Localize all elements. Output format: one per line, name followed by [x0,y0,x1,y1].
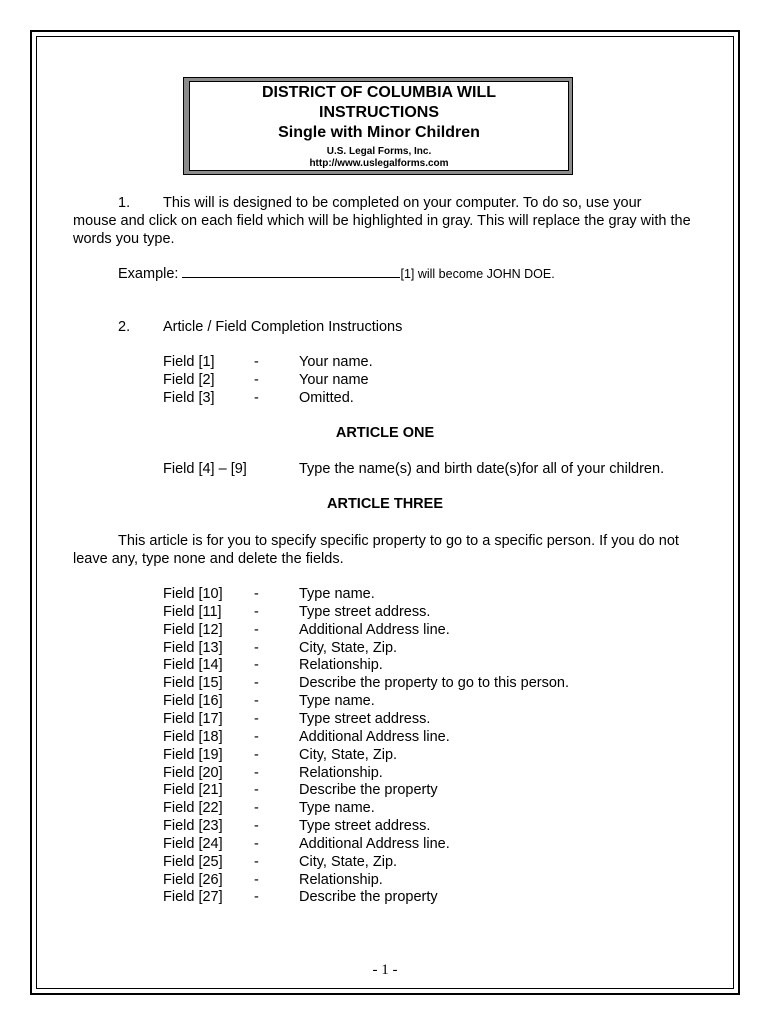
page-number: - 1 - [372,962,398,978]
publisher: U.S. Legal Forms, Inc. [326,146,432,157]
field-three-field: Field [14] [163,657,223,674]
field-three-field: Field [15] [163,675,223,692]
field-three-field: Field [24] [163,835,223,852]
article-one-desc: Type the name(s) and birth date(s)for all of your children. [299,461,665,477]
field-three-desc: Describe the property [299,782,438,799]
field-three-dash: - [254,693,259,710]
example-line [118,265,555,283]
field-three-desc: City, State, Zip. [299,853,398,870]
article-one-field: Field [4] – [9] [163,461,247,477]
field-three-field: Field [16] [163,693,223,710]
field-three-dash: - [254,835,259,852]
field-three-desc: Describe the property [299,889,438,906]
field-three-desc: Relationship. [299,764,383,781]
section1-rest: mouse and click on each field which will be highlighted in gray. This will replace the gray with the words you type. [73,213,691,247]
field-three-row [163,710,723,728]
field-intro-row [163,371,723,389]
article-one-heading: ARTICLE ONE [335,425,435,441]
field-three-field: Field [27] [163,889,223,906]
field-three-dash: - [254,675,259,692]
field-three-field: Field [12] [163,621,223,638]
subtitle: Single with Minor Children [278,124,480,141]
field-three-desc: Additional Address line. [299,621,450,638]
field-three-desc: City, State, Zip. [299,639,398,656]
field-three-desc: Type street address. [299,603,431,620]
field-intro-field: Field [1] [163,354,215,370]
field-three-dash: - [254,657,259,674]
title-line2: INSTRUCTIONS [319,104,439,121]
field-three-row [163,621,723,639]
field-three-row [163,603,723,621]
field-three-field: Field [11] [163,603,222,620]
field-three-desc: Relationship. [299,871,383,888]
field-three-row [163,746,723,764]
field-three-field: Field [13] [163,639,223,656]
field-three-dash: - [254,818,259,835]
field-intro-dash: - [254,354,259,370]
article-one-row [163,460,723,478]
field-three-field: Field [20] [163,764,223,781]
field-three-row [163,764,723,782]
field-three-field: Field [26] [163,871,223,888]
field-intro-field: Field [2] [163,372,215,388]
field-three-row [163,817,723,835]
field-three-desc: Type name. [299,693,375,710]
field-three-dash: - [254,728,259,745]
field-intro-row [163,353,723,371]
field-three-dash: - [254,621,259,638]
field-three-desc: Type name. [299,586,375,602]
example-label: Example: [118,266,179,282]
field-intro-dash: - [254,372,259,388]
example-blank [182,265,400,278]
field-three-row [163,781,723,799]
field-three-desc: Type street address. [299,818,431,835]
field-three-dash: - [254,603,259,620]
field-three-desc: Additional Address line. [299,835,450,852]
field-three-row [163,799,723,817]
section2-number: 2. [118,319,131,335]
section1-first-line: This will is designed to be completed on your computer. To do so, use your [163,195,642,211]
field-three-field: Field [19] [163,746,223,763]
field-intro-desc: Your name. [299,354,373,370]
field-three-dash: - [254,764,259,781]
title-box [189,81,569,171]
field-three-dash: - [254,710,259,727]
field-three-dash: - [254,800,259,817]
field-three-dash: - [254,853,259,870]
field-three-field: Field [22] [163,800,223,817]
field-three-row [163,639,723,657]
field-intro-desc: Omitted. [299,390,354,406]
field-intro-desc: Your name [299,372,369,388]
example-suffix: [1] will become JOHN DOE. [400,267,555,281]
field-three-desc: Describe the property to go to this person. [299,675,570,692]
field-three-desc: Relationship. [299,657,383,674]
field-three-row [163,585,723,603]
article-three-para: This article is for you to specify specific property to go to a specific person. If you do not leave any, type none and delete the fields. [73,533,679,567]
field-three-row [163,888,723,906]
field-three-row [163,656,723,674]
title-line1: DISTRICT OF COLUMBIA WILL [261,84,497,101]
field-intro-field: Field [3] [163,390,215,406]
field-three-dash: - [254,746,259,763]
field-three-dash: - [254,586,259,602]
field-three-row [163,853,723,871]
section2-heading: Article / Field Completion Instructions [163,319,403,335]
field-three-desc: Type name. [299,800,375,817]
field-three-row [163,674,723,692]
field-three-field: Field [10] [163,586,223,602]
field-three-field: Field [23] [163,818,223,835]
field-three-dash: - [254,782,259,799]
field-intro-row [163,389,723,407]
article-three-heading: ARTICLE THREE [327,496,443,512]
field-three-row [163,871,723,889]
publisher-url: http://www.uslegalforms.com [309,158,449,169]
field-three-field: Field [21] [163,782,223,799]
field-three-row [163,728,723,746]
field-three-field: Field [18] [163,728,223,745]
field-three-desc: Type street address. [299,710,431,727]
field-three-desc: City, State, Zip. [299,746,398,763]
field-three-desc: Additional Address line. [299,728,450,745]
field-three-dash: - [254,871,259,888]
field-intro-dash: - [254,390,259,406]
field-three-dash: - [254,889,259,906]
field-three-row [163,692,723,710]
field-three-row [163,835,723,853]
field-three-dash: - [254,639,259,656]
section1-number: 1. [118,195,131,211]
field-three-field: Field [25] [163,853,223,870]
field-three-field: Field [17] [163,710,223,727]
